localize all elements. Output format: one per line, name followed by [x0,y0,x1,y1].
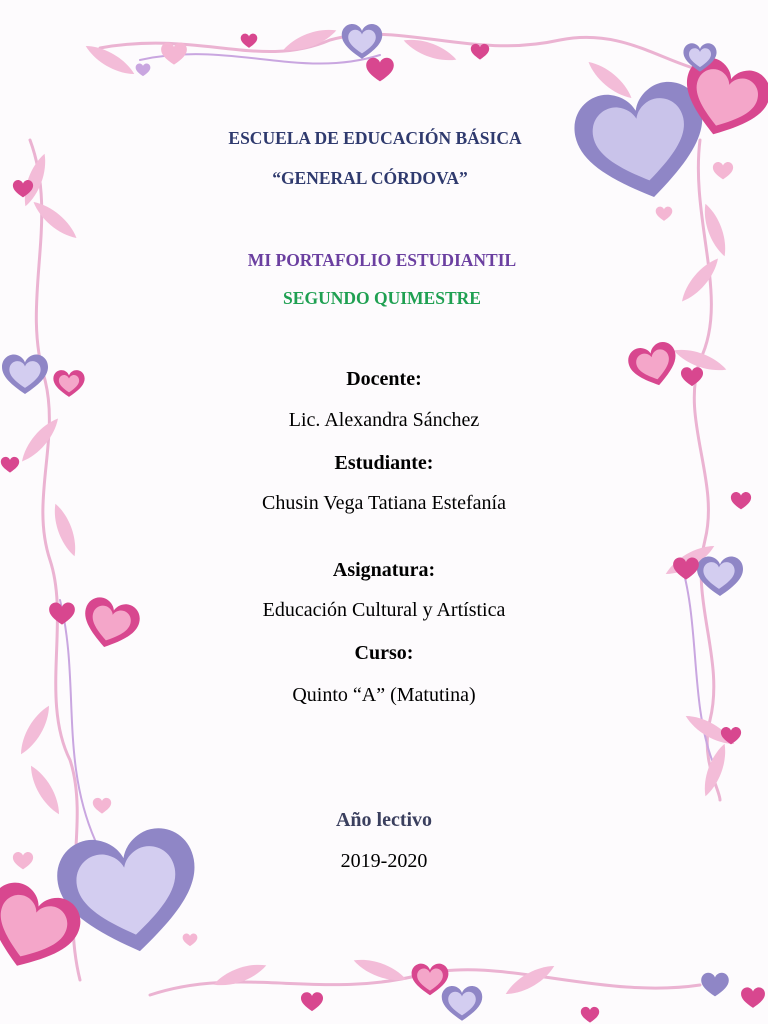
estudiante-value: Chusin Vega Tatiana Estefanía [262,492,506,514]
portfolio-subtitle: SEGUNDO QUIMESTRE [283,288,481,308]
school-subname: “GENERAL CÓRDOVA” [272,168,468,188]
school-year-label: Año lectivo [335,809,433,831]
docente-label: Docente: [346,368,422,390]
large-heart-bottom-left-icon [0,823,208,982]
asignatura-label: Asignatura: [332,559,436,581]
portfolio-title: MI PORTAFOLIO ESTUDIANTIL [247,250,517,270]
curso-value: Quinto “A” (Matutina) [292,684,476,706]
school-year-value: 2019-2020 [340,850,428,872]
docente-value: Lic. Alexandra Sánchez [288,409,480,431]
asignatura-value: Educación Cultural y Artística [262,599,506,621]
estudiante-label: Estudiante: [334,452,434,474]
school-name: ESCUELA DE EDUCACIÓN BÁSICA [228,128,522,148]
curso-label: Curso: [354,642,414,664]
